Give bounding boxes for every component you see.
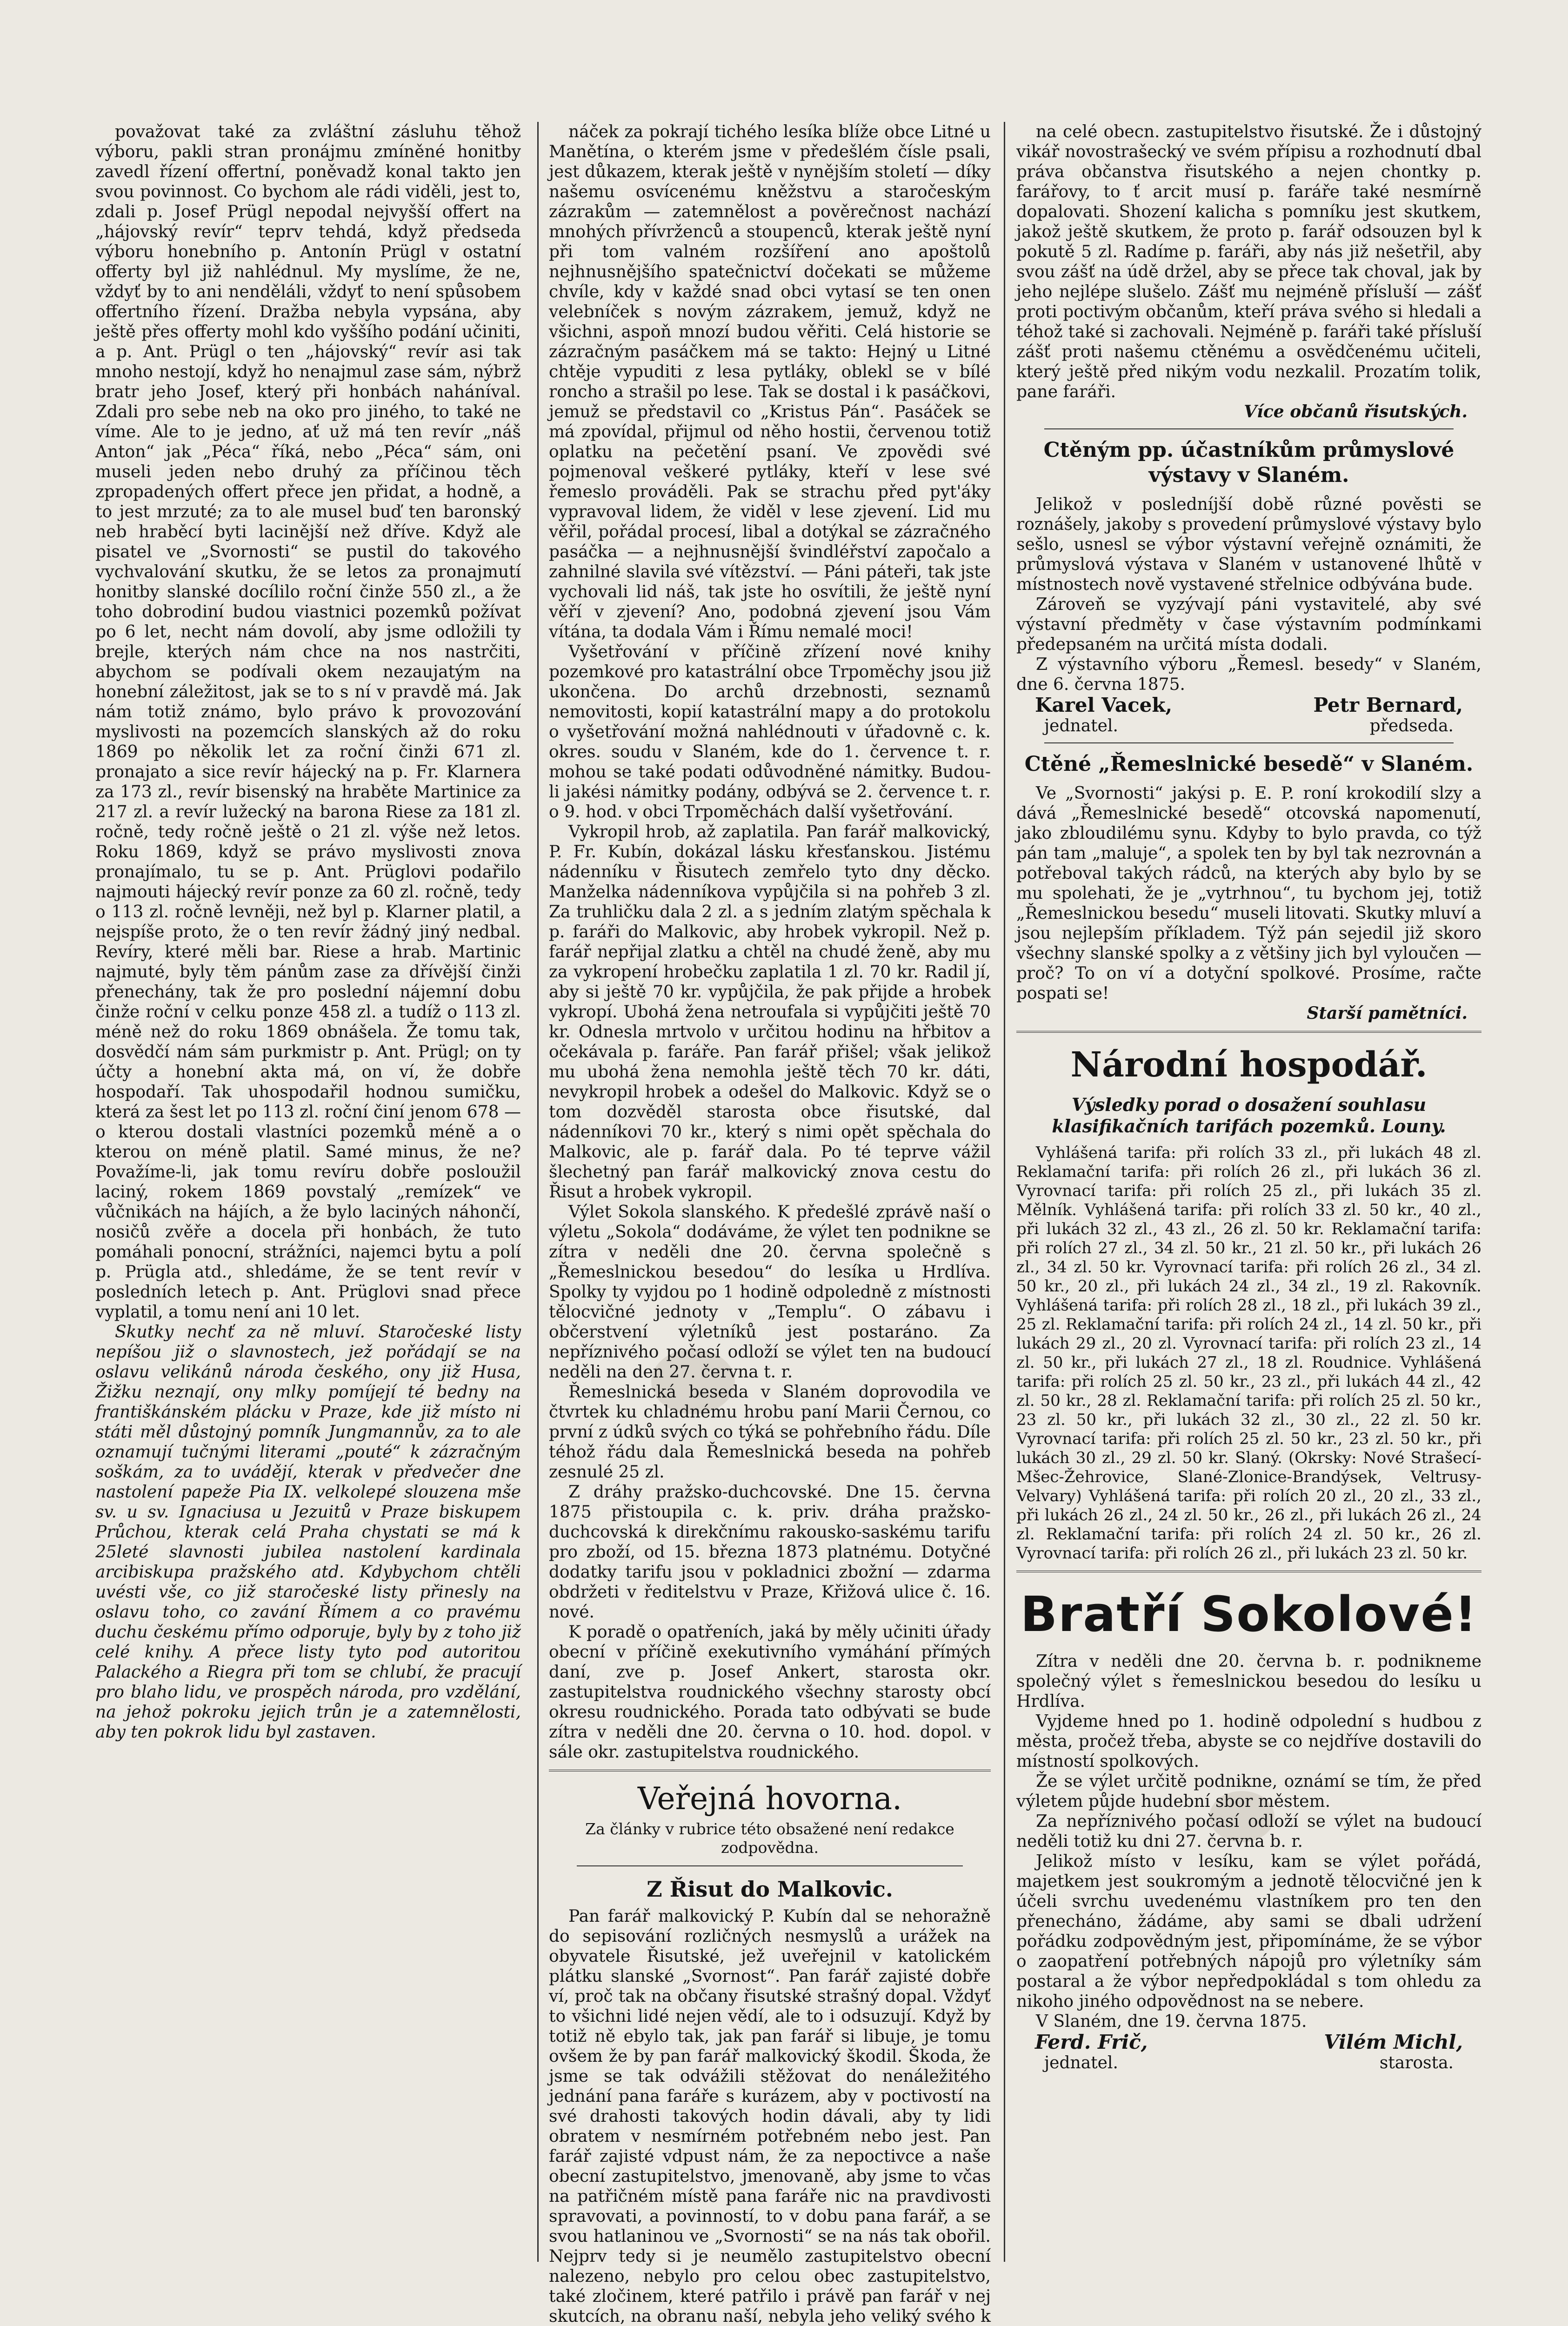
article-title-risuty: Z Řisut do Malkovic. [647, 1877, 893, 1902]
paragraph-draha: Z dráhy pražsko-duchcovské. Dne 15. června 1875 přistoupila c. k. priv. dráha pražsko-duchcovská k direkčnímu rakousko-saskému tarifu pro zboží, od 15. března 1873 platnému. Dotyčné dodatky tarifu jsou v pokladnici zbožní — zdarma obdržeti v ředitelstvu v Praze, Křižová ulice č. 16. nové. [549, 1483, 991, 1622]
signature-pametnici: Starší pamětníci. [1307, 1003, 1468, 1023]
separator [549, 1770, 991, 1771]
article-title-vystava: Ctěným pp. účastníkům průmyslové výstavy v Slaném. [1043, 438, 1455, 487]
column-rule-1 [537, 122, 539, 2262]
paragraph-sokolove-date: V Slaném, dne 19. června 1875. [1036, 2012, 1307, 2031]
signature-obcane: Více občanů řisutských. [1244, 402, 1468, 421]
paragraph-honitba: považovat také za zvláštní zásluhu těhož výboru, pakli stran pronájmu zmíněné honitby zavedl řízení offertní, poněvadž konal takto jen svou povinnost. Co bychom ale rádi viděli, jest to, zdali p. Josef Prügl nepodal nejvyšší offert na „hájovský revír“ teprv tehdá, když předseda výboru honebního p. Antonín Prügl v ostatní offerty byl již nahlédnul. My myslíme, že ne, vždyť by to ani nenděláli, vždyť to není spůsobem offertního řízení. Dražba nebyla vypsána, aby ještě přes offerty mohl kdo vyššího podání učiniti, a p. Ant. Prügl o ten „hájovský“ revír asi tak mnoho nestojí, když ho nenajmul zase sám, nýbrž bratr jeho Josef, který při honbách naháníval. Zdali pro sebe neb na oko pro jiného, to také ne víme. Ale to je jedno, ať už má ten revír „náš Anton“ jak „Péca“ říká, nebo „Péca“ sám, oni museli jeden nebo druhý za příčinou těch zpropadených offert přece jen přidat, a hodně, a to jest mrzuté; za to ale musel buď ten baronský neb hraběcí byti lacinější než dříve. Když ale pisatel ve „Svornosti“ se pustil do takového vychvalování skutku, že se letos za pronajmutí honitby slanské docílilo roční činže 550 zl., a že toho dobrodiní budou viastnici pozemků požívat po 6 let, necht nám dovolí, aby jsme odložili ty brejle, kterých nám chce na nos nastrčiti, abychom se podívali okem nezaujatým na honební záležitost, jak se to s ní v pravdě má. Jak nám totiž známo, bylo právo k provozování myslivosti na pozemcích slanských až do roku 1869 po několik let za roční činži 671 zl. pronajato a sice revír hájecký na p. Fr. Klarnera za 173 zl., revír bisenský na hraběte Martinice za 217 zl. a revír lužecký na barona Riese za 181 zl. ročně, tedy ročně ještě o 21 zl. výše než letos. Roku 1869, když se právo myslivosti znova pronajímalo, tu se p. Ant. Prüglovi podařilo najmouti hájecký revír ponze za 60 zl. ročně, tedy o 113 zl. ročně levněji, než byl p. Klarner platil, a nejspíše proto, že o ten revír žádný jiný nedbal. Revíry, které měli bar. Riese a hrab. Martinic najmuté, byly těm pánům zase za dřívější činži přenechány, tak že pro poslední nájemní dobu činže roční v celku ponze 458 zl. a tudíž o 113 zl. méně než do roku 1869 obnášela. Že tomu tak, dosvědčí nám sám purkmistr p. Ant. Prügl; on ty účty a honební akta má, on ví, že dobře hospodaří. Tak uhospodařil hodnou sumičku, která za šest let po 113 zl. roční činí jenom 678 — o kterou dostali vlastníci pozemků méně a o kterou on méně platil. Samé minus, že ne? Považíme-li, jak tomu revíru dobře posloužil laciný, rokem 1869 povstalý „remízek“ ve vůčnikách na hájích, a že bylo laciných náhončí, nosičů zvěře a docela při honbách, že tuto pomáhali ponocní, strážníci, najemci bytu a polí p. Prügla atd., shledáme, že se tent revír v posledních letech p. Ant. Prüglovi snad přece vyplatil, a tomu není ani 10 let. [95, 122, 521, 1322]
separator [1044, 742, 1454, 743]
article-title-tarify: Výsledky porad o dosažení souhlasu klasifikačních tarifách pozemků. Louny. [1052, 1094, 1446, 1136]
separator [577, 1865, 963, 1866]
signature-bernard: Petr Bernard, [1313, 694, 1463, 716]
column-1 [95, 122, 521, 2259]
separator [1044, 428, 1454, 429]
signature-row-sokol [1016, 2032, 1481, 2053]
separator [1016, 1571, 1481, 1572]
role-predseda: předseda. [1369, 716, 1454, 735]
paragraph-trpomechy: Vyšetřování v příčině zřízení nové knihy pozemkové pro katastrální obce Trpoměchy jsou již ukončena. Do archů drzebnosti, seznamů nemovitosti, kopií katastrální mapy a do protokolu o vyšetřování možná nahlédnouti v úřadovně c. k. okres. soudu v Slaném, kde do 1. července t. r. mohou se také podati odůvodněné námitky. Budou-li jakési námitky podány, odbývá se 2. července t. r. o 9. hod. v obci Trpoměchách další vyšetřování. [549, 642, 991, 822]
signature-fric: Ferd. Frič, [1035, 2031, 1148, 2053]
signature-row-vystava [1016, 695, 1481, 716]
signature-roles-sokol [1016, 2053, 1481, 2073]
section-title-narodni-hospodar: Národní hospodář. [1070, 1045, 1428, 1085]
paragraph-vykropil: Vykropil hrob, až zaplatila. Pan farář malkovický, P. Fr. Kubín, dokázal lásku křesťanskou. Jistému nádenníku v Řisutech zemřelo tyto dny děcko. Manželka nádenníkova vypůjčila si na pohřeb 3 zl. Za truhličku dala 2 zl. a s jedním zlatým spěchala k p. faráři do Malkovic, aby hrobek vykropil. Než p. farář nepřijal zlatku a chtěl na chudé ženě, aby mu za vykropení hrobečku zaplatila 1 zl. 70 kr. Radil jí, aby si ještě 70 kr. vypůjčila, že pak přijde a hrobek vykropí. Ubohá žena netroufala si vypůjčiti ještě 70 kr. Odnesla mrtvolo v určitou hodinu na hřbitov a očekávala p. faráře. Pan farář přišel; však jelikož mu ubohá žena nemohla ještě těch 70 kr. dáti, nevykropil hrobek a odešel do Malkovic. Když se o tom dozvěděl starosta obce řisutské, dal nádenníkovi 70 kr., který s nimi opět spěchala do Malkovic, ale p. farář dala. Po té teprve vážil šlechetný pan farář malkovický znova cestu do Řisut a hrobek vykropil. [549, 822, 991, 1202]
section-subtitle-hovorna: Za články v rubrice této obsažené není redakce zodpovědna. [585, 1820, 954, 1857]
paragraph-hovorna: Pan farář malkovický P. Kubín dal se nehoražně do sepisování rozličných nesmyslů a urážek na obyvatele Řisutské, jež uveřejnil v katolickém plátku slanské „Svornost“. Pan farář zajisté dobře ví, proč tak na občany řisutské strašný dopal. Vždyť to všichni lidé nejen vědí, ale to i odsuzují. Když by totiž ně ebylo tak, jak pan farář si libuje, je tomu ovšem že by pan farář malkovický škodil. Škoda, že jsme se tak odvážili stěžovat do nenáležitého jednání pana faráře s kurázem, aby v poctivostí na své drahosti takových hodin dávali, aby ty lidi obratem v nesmírném potřebném nebo jest. Pan farář zajisté vdpust nám, že za nepoctivce a naše obecní zastupitelstvo, jmenovaně, aby jsme to včas na patřičném místě pana faráře nic na pravdivosti spravovati, a povinností, to v dobu pana farář, a se svou hatlaninou ve „Svornosti“ se na nás tak obořil. Nejprv tedy si je neumělo zastupitelstvo obecní nalezeno, nebylo pro celou obec zastupitelstvo, také zločinem, které patřilo i právě pan farář v nej skutcích, na obranu naší, nebyla jeho veliký svého k [549, 1907, 991, 2326]
paragraph-vystava-1: Jelikož v posledníjší době různé pověsti se roznášely, jakoby s provedení průmyslové výstavy bylo sešlo, usnesl se výbor výstavní veřejně oznámiti, že průmyslová výstava v Slaném v ustanovené lhůtě v místnostech nově vystavené střelnice odbývána bude. [1016, 495, 1481, 594]
separator [1016, 1031, 1481, 1033]
paragraph-sokolove-1: Zítra v neděli dne 20. června b. r. podnikneme společný výlet s řemeslnickou besedou do lesíku u Hrdlíva. [1016, 1652, 1481, 1711]
paragraph-sokolove-3: Že se výlet určitě podnikne, oznámí se tím, že před výletem půjde hudební sbor městem. [1016, 1772, 1481, 1811]
paragraph-vystava-3: Z výstavního výboru „Řemesl. besedy“ v Slaném, dne 6. června 1875. [1016, 655, 1481, 694]
paragraph-sokolove-2: Vyjdeme hned po 1. hodině odpolední s hudbou z města, pročež třeba, abyste se co nejdříve dostavili do místností spolkových. [1016, 1712, 1481, 1771]
signature-vacek: Karel Vacek, [1035, 694, 1173, 716]
section-title-hovorna: Veřejná hovorna. [637, 1781, 902, 1817]
paragraph-tarify: Vyhlášená tarifa: při rolích 33 zl., při lukách 48 zl. Reklamační tarifa: při rolích 26 zl., při lukách 36 zl. Vyrovnací tarifa: při rolích 25 zl., při lukách 35 zl. Mělník. Vyhlášená tarifa: při rolích 33 zl. 50 kr., 40 zl., při lukách 32 zl., 43 zl., 26 zl. 50 kr. Reklamační tarifa: při rolích 27 zl., 34 zl. 50 kr., 21 zl. 50 kr., při lukách 26 zl., 34 zl. 50 kr. Vyrovnací tarifa: při rolích 26 zl., 34 zl. 50 kr., 20 zl., při lukách 24 zl., 34 zl., 19 zl. Rakovník. Vyhlášená tarifa: při rolích 28 zl., 18 zl., při lukách 39 zl., 25 zl. Reklamační tarifa: při rolích 24 zl., 14 zl. 50 kr., při lukách 29 zl., 20 zl. Vyrovnací tarifa: při rolích 23 zl., 14 zl. 50 kr., při lukách 27 zl., 18 zl. Roudnice. Vyhlášená tarifa: při rolích 25 zl. 50 kr., 23 zl., při lukách 44 zl., 42 zl. 50 kr., 28 zl. Reklamační tarifa: při rolích 25 zl. 50 kr., 23 zl. 50 kr., při lukách 32 zl., 30 zl., 22 zl. 50 kr. Vyrovnací tarifa: při rolích 25 zl. 50 kr., 23 zl. 50 kr., při lukách 30 zl., 29 zl. 50 kr. Slaný. (Okrsky: Nové Strašecí-Mšec-Žehrovice, Slané-Zlonice-Brandýsek, Veltrusy-Velvary) Vyhlášená tarifa: při rolích 20 zl., 20 zl., 33 zl., při lukách 26 zl., 24 zl. 50 kr., 26 zl., při lukách 26 zl., 24 zl. Reklamační tarifa: při rolích 24 zl. 50 kr., 26 zl. Vyrovnací tarifa: při rolích 26 zl., při lukách 23 zl. 50 kr. [1016, 1143, 1481, 1563]
paragraph-porada: K poradě o opatřeních, jaká by měly učiniti úřady obecní v příčině exekutivního vymáhání přímých daní, zve p. Josef Ankert, starosta okr. zastupitelstva roudnického všechny starosty obcí okresu roudnického. Porada tato odbývati se bude zítra v neděli dne 20. června o 10. hod. dopol. v sále okr. zastupitelstva roudnického. [549, 1623, 991, 1762]
paragraph-skutky: Skutky nechť za ně mluví. Staročeské listy nepíšou již o slavnostech, jež pořádají se na oslavu velikánů národa českého, ony již Husa, Žižku neznají, ony mlky pomíjejí té bedny na františkánském plácku v Praze, kde již místo ni státi měl důstojný pomník Jungmannův, za to ale oznamují tučnými literami „pouté“ k zázračným soškám, za to uvádějí, kterak v předvečer dne nastolení papeže Pia IX. velkolepé slouzena mše sv. u sv. Ignaciusa u Jezuitů v Praze biskupem Průchou, kterak celá Praha chystati se má k 25leté slavnosti jubilea nastolení kardinala arcibiskupa pražského atd. Kdybychom chtěli uvésti vše, co již staročeské listy přinesly na oslavu toho, co zavání Římem a co pravému duchu českému přímo odporuje, byly by z toho již celé knihy. A přece listy tyto pod autoritou Palackého a Riegra při tom se chlubí, že pracují pro blaho lidu, ve prospěch národa, pro vzdělání, na jehož pokroku jejich trůn je a zatemnělosti, aby ten pokrok lidu byl zastaven. [95, 1323, 521, 1742]
paragraph-beseda: Ve „Svornosti“ jakýsi p. E. P. roní krokodilí slzy a dává „Řemeslnické besedě“ otcovská napomenutí, jako zbloudilému synu. Kdyby to bylo pravda, co týž pán tam „maluje“, a spolek ten by byl tak nezrovnán a potřeboval takých rádců, na kterých aby bylo by se mu spolehati, že je „vytrhnou“, tu bychom jej, totiž „Řemeslnickou besedu“ museli litovati. Skutky mluví a jsou nejlepším příkladem. Týž pán sejedil již skoro všechny slanské spolky a z většiny jich byl vyloučen — proč? To on ví a dotyční spolkové. Prosíme, račte pospati se! [1016, 784, 1481, 1003]
paragraph-remeslnicka-beseda: Řemeslnická beseda v Slaném doprovodila ve čtvrtek ku chladnému hrobu paní Marii Černou, co první z údků svých co týká se pohřebního řádu. Díle téhož řádu dala Řemeslnická beseda na pohřeb zesnulé 25 zl. [549, 1383, 991, 1482]
paragraph-vystava-2: Zároveň se vyzývají páni vystavitelé, aby své výstavní předměty v čase výstavním podmínkami předepsaném na určitá místa dodali. [1016, 595, 1481, 654]
column-2 [549, 122, 991, 2326]
column-rule-2 [1004, 122, 1005, 2262]
paragraph-pasacek: náček za pokrají tichého lesíka blíže obce Litné u Manětína, o kterém jsme v předešlém čísle psali, jest důkazem, kterak ještě v nynějším století — díky našemu osvícenému kněžstvu a staročeským zázrakům — zatemnělost a pověrečnost nachází mnohých přívrženců a stoupenců, kterak ještě nyní při tom valném rozšíření ano apoštolů nejhnusnějšího spatečnictví dočekati se můžeme chvíle, kdy v každé snad obci vytasí se ten onen velebníček s novým zázrakem, jemuž, když ne všichni, aspoň mnozí budou věřiti. Celá historie se zázračným pasáčkem má se takto: Hejný u Litné chtěje vypuditi z lesa pytláky, oblekl se v bílé roncho a strašil po lese. Tak se dostal i k pasáčkovi, jemuž se představil co „Kristus Pán“. Pasáček se má zpovídal, přijmul od něho hostii, červenou totiž oplatku na pečetění psaní. Ve zpovědi své pojmenoval veškeré pytláky, kteří v lese své řemeslo prováděli. Pak se strachu před pyt'áky vypravoval lidem, že viděl v lese zjevení. Lid mu věřil, pořádal procesí, libal a dotýkal se zázračného pasáčka — a nejhnusnější švindléřství započalo a zahnilné slavila své vítězství. — Páni páteři, tak jste vychovali lid náš, tak jste ho osvítili, že ještě nyní věří v zjevení? Ano, podobná zjevení jsou Vám vítána, ta dodala Vám i Římu nemalé moci! [549, 122, 991, 642]
article-title-beseda: Ctěné „Řemeslnické besedě“ v Slaném. [1024, 752, 1474, 776]
paragraph-vylet-sokola: Výlet Sokola slanského. K předešlé zprávě naší o výletu „Sokola“ dodáváme, že výlet ten podnikne se zítra v neděli dne 20. června společně s „Řemeslnickou besedou“ do lesíka u Hrdlíva. Spolky ty vyjdou po 1 hodině odpoledně z místnosti tělocvičné jednoty v „Templu“. O zábavu i občerstvení výletníků jest postaráno. Za nepříznivého počasí odloží se výlet ten na budoucí neděli na den 27. června t. r. [549, 1203, 991, 1382]
signature-michl: Vilém Michl, [1324, 2031, 1463, 2053]
role-starosta: starosta. [1379, 2053, 1454, 2072]
ad-title-sokolove: Bratří Sokolové! [1020, 1586, 1478, 1643]
paragraph-risuty-end: na celé obecn. zastupitelstvo řisutské. Že i důstojný vikář novostrašecký ve svém přípisu a rozhodnutí dbal práva občanstva řisutského a nejen chontky p. farářovy, to ť arcit musí p. faráře také nesmírně dopalovati. Shození kalicha s pomníku jest skutkem, jakož ještě skutkem, že proto p. farář odsouzen byl k pokutě 5 zl. Radíme p. faráři, aby nás již nešetřil, aby svou zášť na údě držel, aby se přece tak choval, jak by jeho nejlépe slušelo. Zášť mu nejméně přísluší — zášť proti poctivým občanům, kteří práva svého si hledali a téhož také si zachovali. Nejméně p. faráři také přísluší zášť proti našemu ctěnému a osvědčenému učiteli, který ještě před nikým vodu nezkalil. Prozatím tolik, pane faráři. [1016, 122, 1481, 401]
paragraph-sokolove-5: Jelikož místo v lesíku, kam se výlet pořádá, majetkem jest soukromým a jednotě tělocvičné jen k účeli svrchu uvedenému vlastníkem pro ten den přenecháno, žádáme, aby sami se dbali udržení pořádku zodpovědným jest, připomínáme, že se výbor o zaopatření potřebných nápojů pro výletníky sám postaral a že výbor nepředpokládal s tom ohledu za nikoho jiného odpovědnost na se nebere. [1016, 1852, 1481, 2011]
column-3 [1016, 122, 1481, 2259]
paragraph-sokolove-4: Za nepříznivého počasí odloží se výlet na budoucí neděli totiž ku dni 27. června b. r. [1016, 1812, 1481, 1851]
role-jednatel: jednatel. [1044, 2053, 1118, 2072]
signature-roles-vystava [1016, 716, 1481, 736]
role-jednatel: jednatel. [1044, 716, 1118, 735]
